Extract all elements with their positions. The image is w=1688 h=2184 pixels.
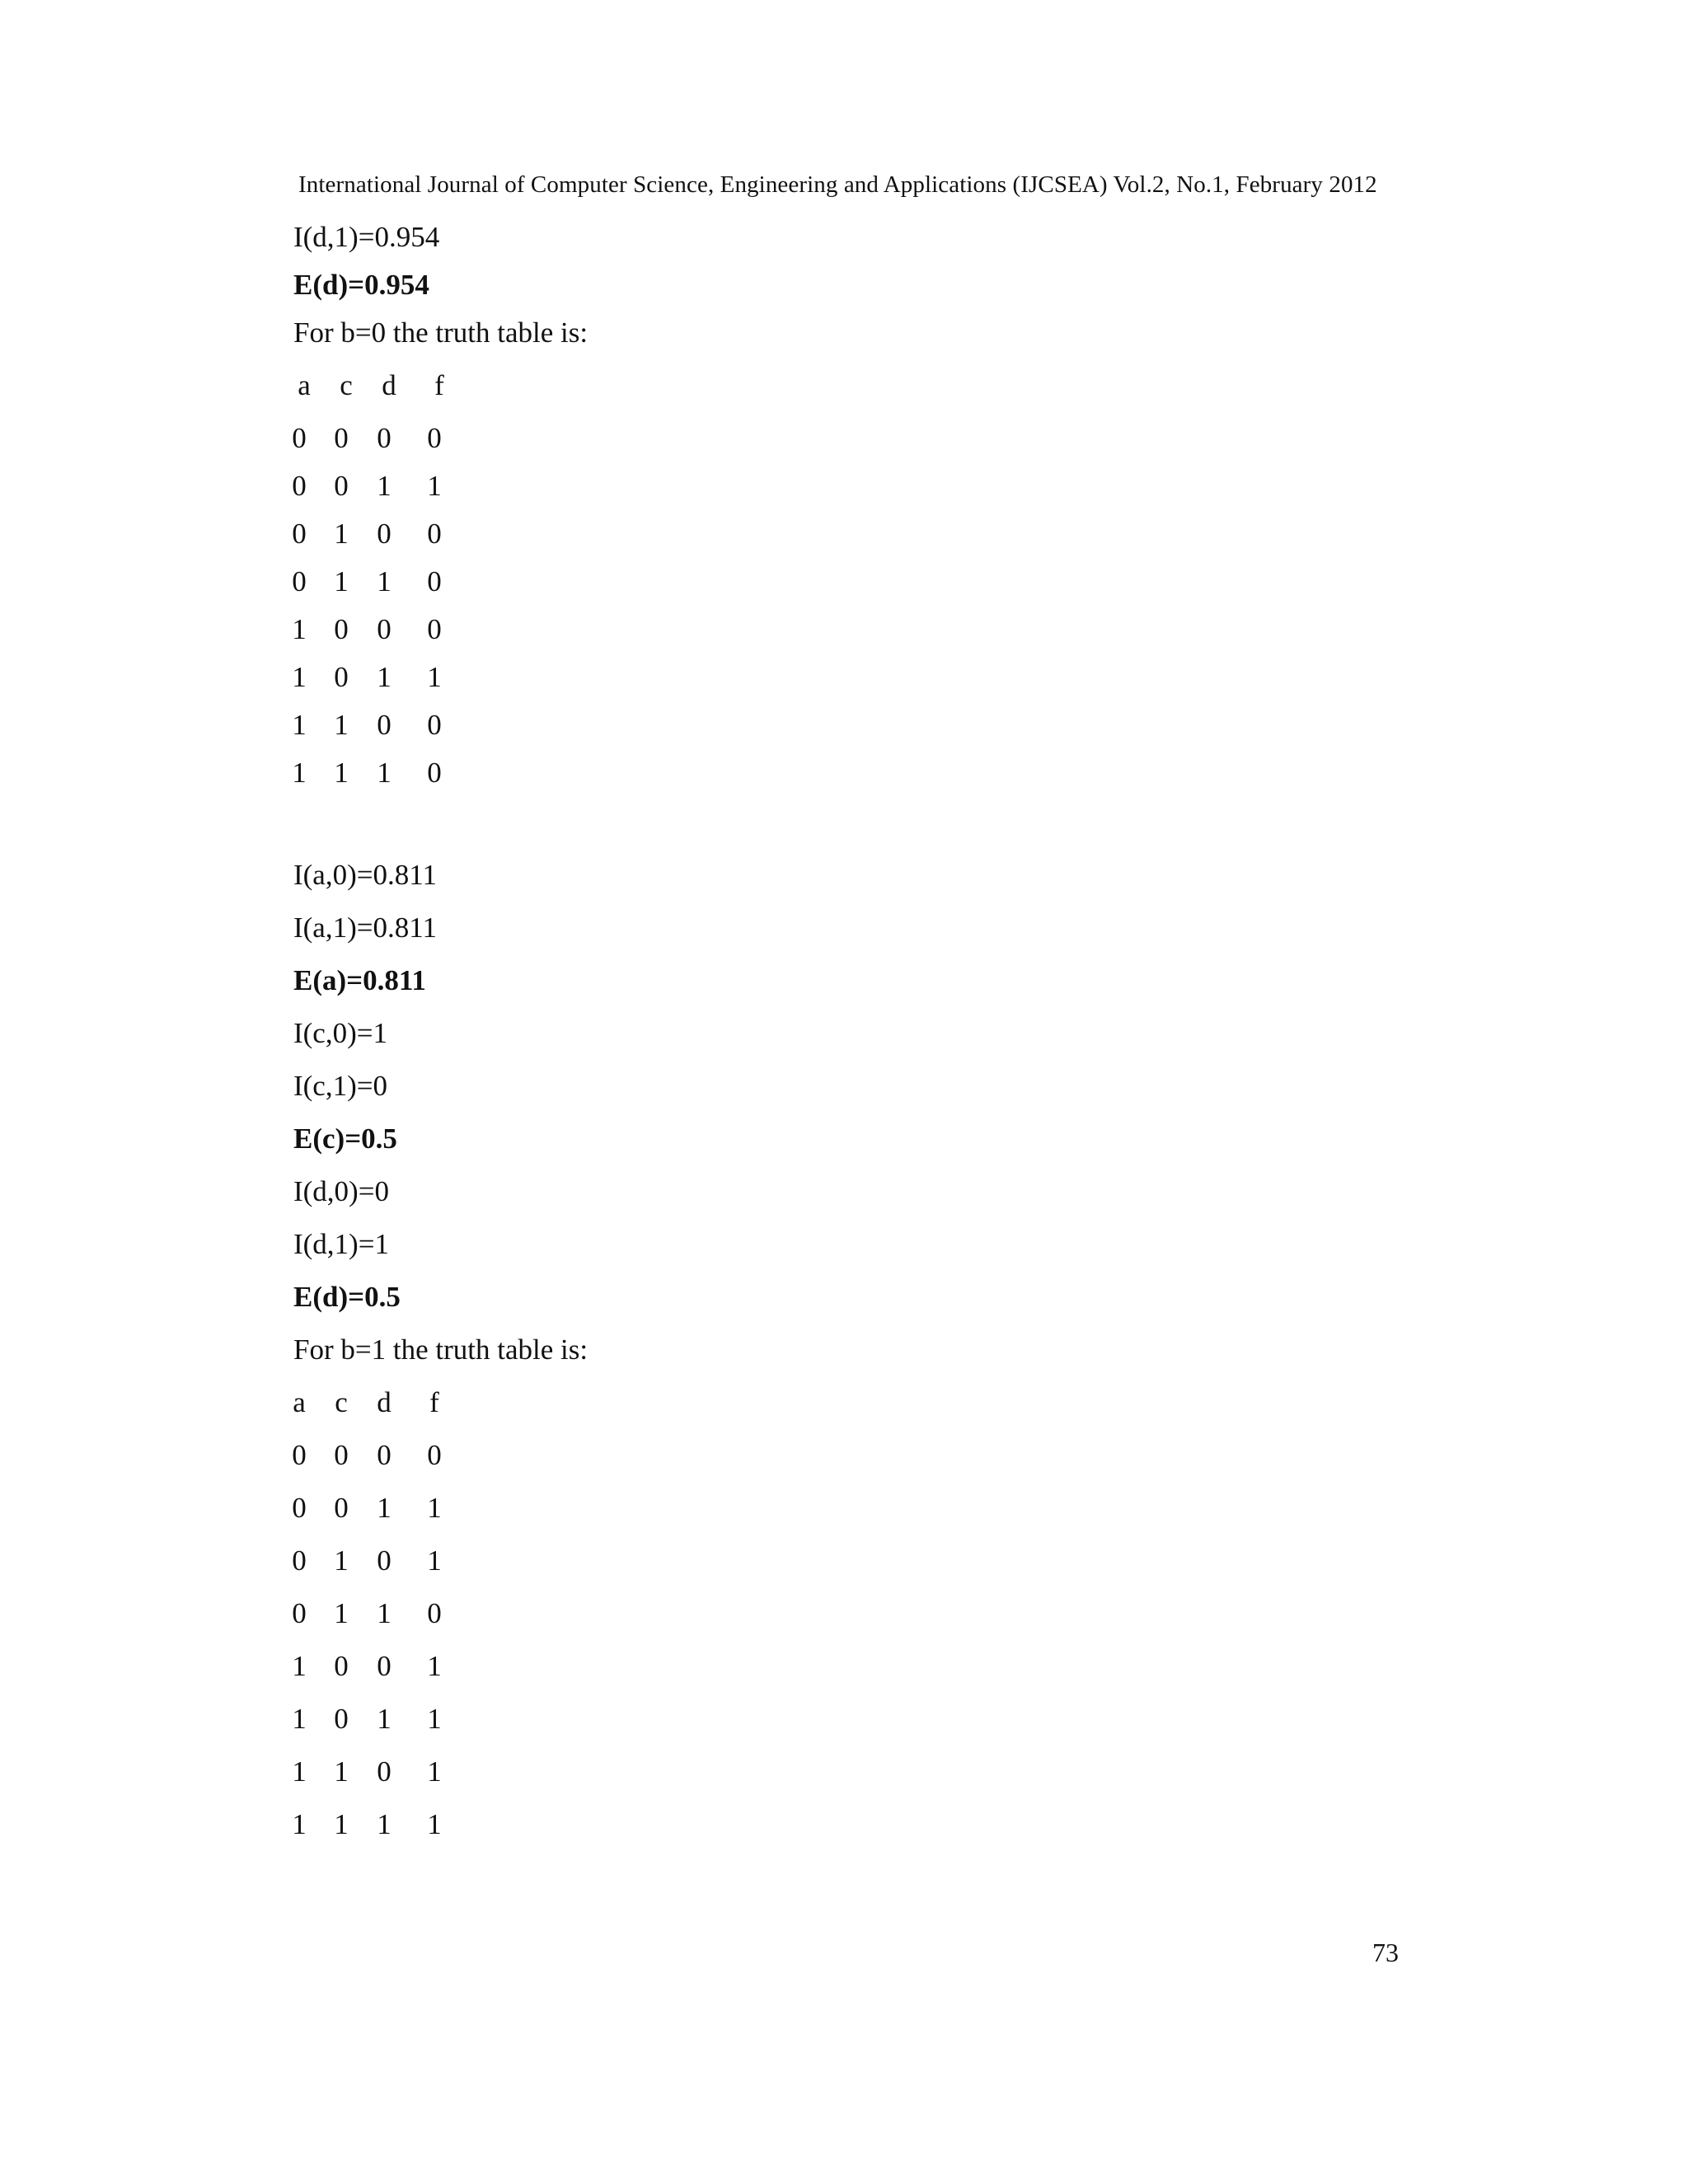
- table-cell: 1: [292, 661, 307, 693]
- table-cell: 1: [334, 1544, 349, 1577]
- table-cell: 0: [334, 422, 349, 454]
- table-cell: 1: [292, 1703, 307, 1735]
- table-cell: 0: [292, 1492, 307, 1524]
- table-cell: 0: [334, 1492, 349, 1524]
- table-cell: 1: [334, 565, 349, 598]
- entropy-a-line: E(a)=0.811: [293, 964, 426, 996]
- table-cell: 0: [377, 1650, 392, 1682]
- table-cell: 0: [292, 470, 307, 502]
- table-cell: 0: [427, 422, 442, 454]
- table-cell: 0: [334, 1703, 349, 1735]
- info-d0-line: I(d,0)=0: [293, 1175, 389, 1207]
- table-cell: 1: [377, 661, 392, 693]
- table-cell: 1: [377, 470, 392, 502]
- table-cell: 1: [377, 1597, 392, 1629]
- table-cell: 1: [427, 470, 442, 502]
- table-cell: 0: [377, 518, 392, 550]
- table-cell: 1: [427, 661, 442, 693]
- entropy-d-line: E(d)=0.954: [293, 269, 429, 301]
- table-cell: 1: [334, 1755, 349, 1788]
- info-a0-line: I(a,0)=0.811: [293, 859, 437, 891]
- info-d1-line: I(d,1)=1: [293, 1228, 389, 1260]
- table-header-cell: d: [382, 369, 396, 401]
- table-cell: 0: [292, 422, 307, 454]
- table-cell: 0: [377, 709, 392, 741]
- table-cell: 1: [334, 1808, 349, 1840]
- table-header-cell: d: [377, 1386, 392, 1418]
- info-d1-line: I(d,1)=0.954: [293, 221, 440, 253]
- table-cell: 0: [427, 709, 442, 741]
- table-cell: 1: [334, 1597, 349, 1629]
- table-cell: 0: [334, 1650, 349, 1682]
- table-cell: 1: [427, 1703, 442, 1735]
- table-cell: 1: [292, 709, 307, 741]
- table-cell: 0: [427, 757, 442, 789]
- table-cell: 1: [292, 1755, 307, 1788]
- table-cell: 1: [377, 757, 392, 789]
- table-cell: 1: [292, 1650, 307, 1682]
- table-cell: 1: [292, 613, 307, 645]
- table-cell: 1: [427, 1650, 442, 1682]
- table-cell: 1: [292, 757, 307, 789]
- table-cell: 0: [377, 613, 392, 645]
- table-cell: 0: [292, 1597, 307, 1629]
- info-c1-line: I(c,1)=0: [293, 1070, 387, 1102]
- table-cell: 1: [427, 1755, 442, 1788]
- table-header-cell: c: [335, 1386, 348, 1418]
- table-cell: 0: [292, 565, 307, 598]
- truth-table-b0-intro: For b=0 the truth table is:: [293, 316, 588, 349]
- table-cell: 0: [292, 1544, 307, 1577]
- table-cell: 1: [377, 1492, 392, 1524]
- entropy-c-line: E(c)=0.5: [293, 1122, 397, 1155]
- table-cell: 0: [292, 518, 307, 550]
- truth-table-b1-intro: For b=1 the truth table is:: [293, 1333, 588, 1366]
- table-cell: 1: [427, 1808, 442, 1840]
- table-cell: 1: [334, 757, 349, 789]
- table-cell: 1: [377, 565, 392, 598]
- table-cell: 0: [377, 1439, 392, 1471]
- table-header-cell: f: [429, 1386, 439, 1418]
- table-cell: 0: [377, 422, 392, 454]
- table-cell: 0: [292, 1439, 307, 1471]
- table-cell: 0: [427, 1439, 442, 1471]
- table-cell: 0: [334, 470, 349, 502]
- table-cell: 0: [334, 661, 349, 693]
- table-cell: 1: [377, 1808, 392, 1840]
- entropy-d-line: E(d)=0.5: [293, 1281, 401, 1313]
- table-header-cell: f: [434, 369, 444, 401]
- info-a1-line: I(a,1)=0.811: [293, 912, 437, 944]
- table-cell: 0: [377, 1755, 392, 1788]
- table-cell: 0: [427, 518, 442, 550]
- table-cell: 1: [334, 518, 349, 550]
- table-cell: 1: [427, 1544, 442, 1577]
- table-header-cell: c: [340, 369, 353, 401]
- table-cell: 0: [427, 613, 442, 645]
- table-cell: 0: [334, 1439, 349, 1471]
- table-header-cell: a: [293, 1386, 306, 1418]
- journal-header: International Journal of Computer Science, Engineering and Applications (IJCSEA) Vol.2, No.1, February 2012: [298, 171, 1377, 198]
- table-cell: 0: [427, 565, 442, 598]
- table-cell: 1: [334, 709, 349, 741]
- table-cell: 1: [427, 1492, 442, 1524]
- table-cell: 0: [427, 1597, 442, 1629]
- page-number: 73: [1372, 1938, 1399, 1967]
- table-header-cell: a: [298, 369, 311, 401]
- table-cell: 0: [377, 1544, 392, 1577]
- table-cell: 1: [377, 1703, 392, 1735]
- info-c0-line: I(c,0)=1: [293, 1017, 387, 1049]
- table-cell: 0: [334, 613, 349, 645]
- table-cell: 1: [292, 1808, 307, 1840]
